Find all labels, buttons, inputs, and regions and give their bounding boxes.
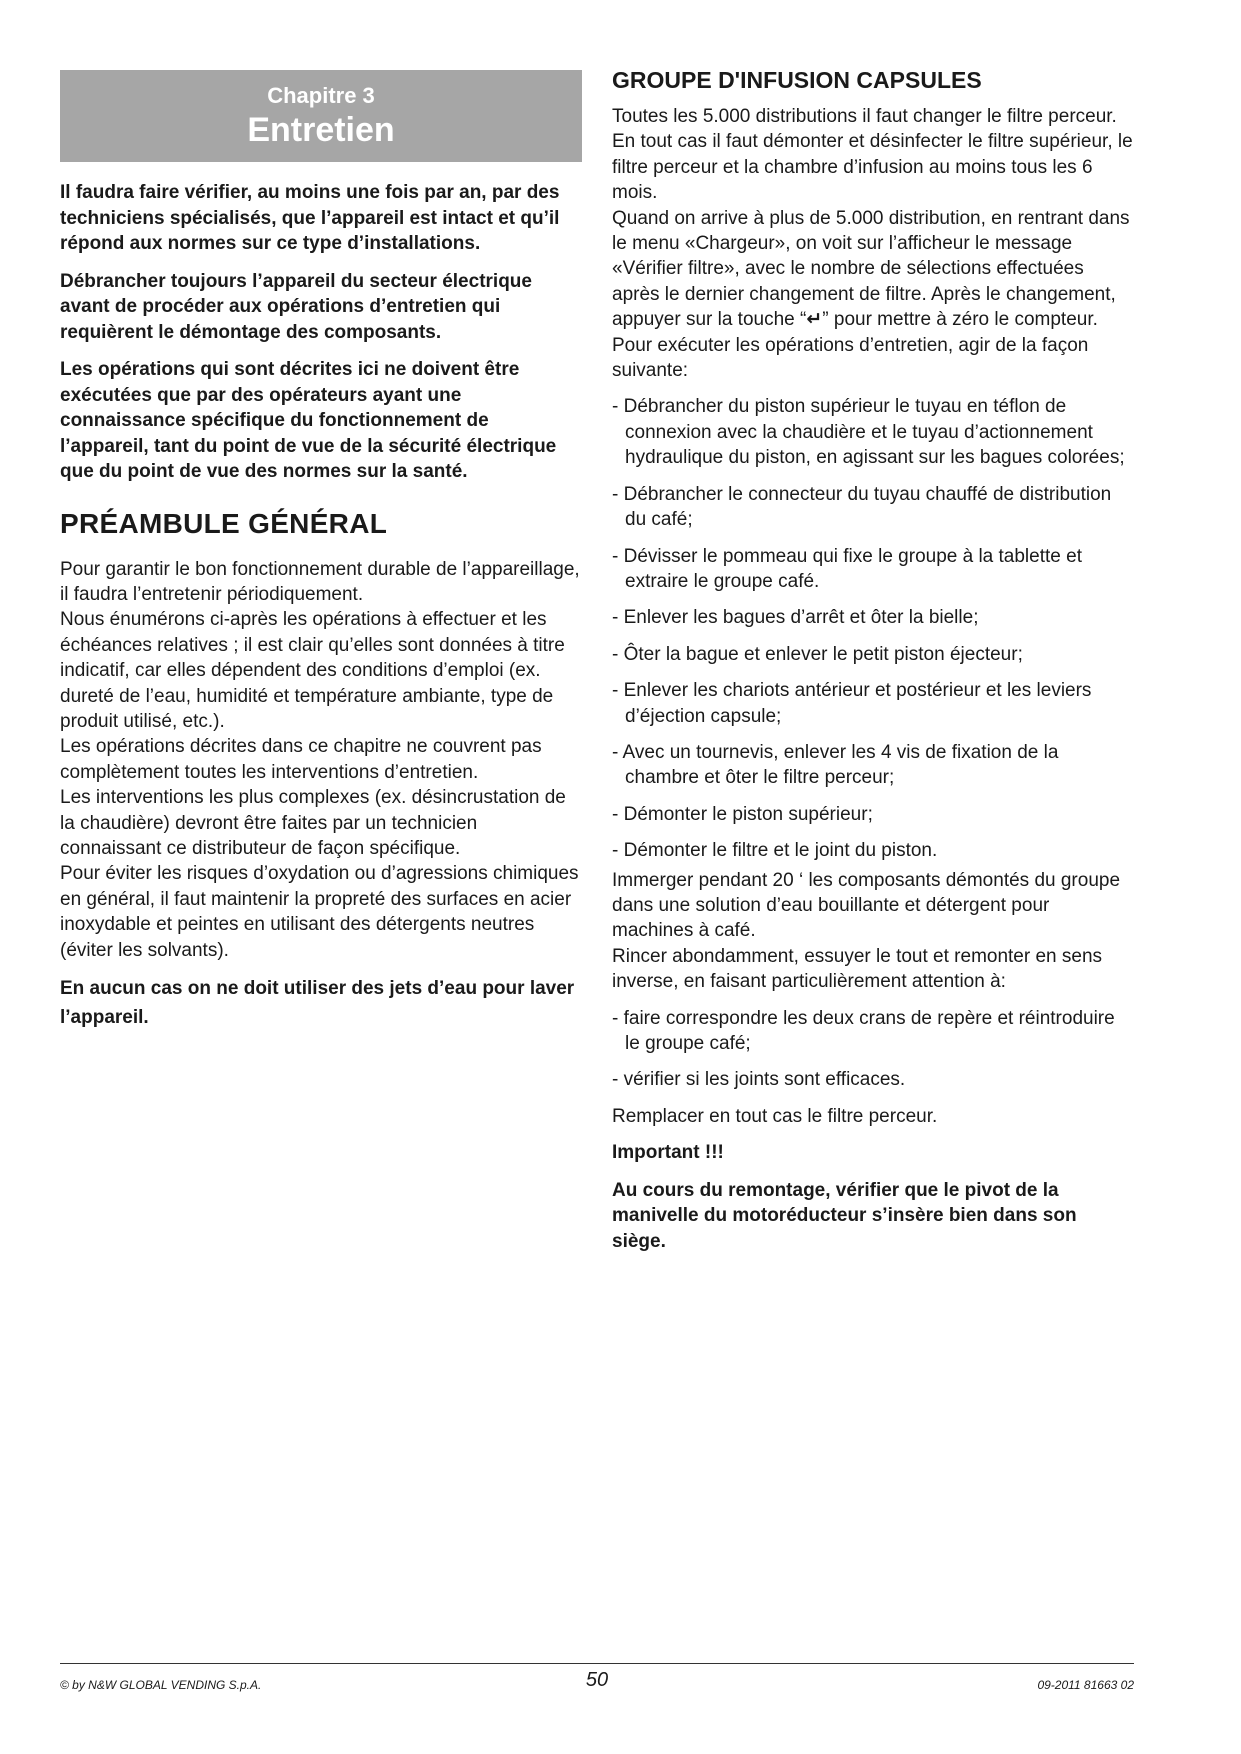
right-column [612, 67, 1134, 1266]
enter-key-icon: ↵ [806, 309, 823, 331]
groupe-paragraph: Remplacer en tout cas le filtre perceur. [612, 1105, 938, 1127]
footer-copyright: © by N&W GLOBAL VENDING S.p.A. [60, 1678, 262, 1692]
page-footer [60, 1663, 1134, 1694]
list-item: - Enlever les chariots antérieur et postérieur et les leviers d’éjection capsule; [612, 680, 1092, 727]
intro-paragraph: Les opérations qui sont décrites ici ne doivent être exécutées que par des opérateurs ayant une connaissance spécifique du fonctionnement de l’appareil, tant du point de vue de la sécurité électrique que du point de vue des normes sur la santé. [60, 359, 557, 482]
list-item: - Dévisser le pommeau qui fixe le groupe à la tablette et extraire le groupe café. [612, 545, 1082, 592]
groupe-paragraph: Rincer abondamment, essuyer le tout et remonter en sens inverse, en faisant particulièrement attention à: [612, 945, 1103, 993]
groupe-paragraph: Pour exécuter les opérations d’entretien, agir de la façon suivante: [612, 334, 1089, 382]
important-label: Important !!! [612, 1142, 724, 1164]
chapter-title: Entretien [247, 111, 395, 149]
list-item: - faire correspondre les deux crans de repère et réintroduire le groupe café; [612, 1007, 1115, 1054]
text-segment: ” pour mettre à zéro le compteur. [822, 309, 1098, 331]
text-segment: Quand on arrive à plus de 5.000 distribution, en rentrant dans le menu «Chargeur», on voit sur l’afficheur le message «Vérifier filtre», avec le nombre de sélections effectuées après le dernier changement de filtre. Après le changement, appuyer sur la touche “ [612, 207, 1130, 331]
chapter-header [60, 70, 582, 162]
steps-list [612, 394, 1134, 863]
groupe-title: GROUPE D'INFUSION CAPSULES [612, 67, 982, 93]
intro-paragraph: Débrancher toujours l’appareil du secteur électrique avant de procéder aux opérations d’entretien qui requièrent le démontage des composants. [60, 270, 532, 343]
chapter-number: Chapitre 3 [267, 83, 375, 108]
groupe-paragraph: En tout cas il faut démonter et désinfecter le filtre supérieur, le filtre perceur et la chambre d’infusion au moins tous les 6 mois. [612, 131, 1133, 204]
list-item: - Ôter la bague et enlever le petit piston éjecteur; [612, 643, 1023, 665]
footer-code: 09-2011 81663 02 [1037, 1678, 1134, 1692]
preambule-title: PRÉAMBULE GÉNÉRAL [60, 507, 388, 539]
preambule-paragraph: Les interventions les plus complexes (ex. désincrustation de la chaudière) devront être faites par un technicien connaissant ce distributeur de façon spécifique. [60, 787, 566, 859]
list-item: - vérifier si les joints sont efficaces. [612, 1069, 906, 1091]
intro-paragraph: Il faudra faire vérifier, au moins une fois par an, par des techniciens spécialisés, que l’appareil est intact et qu’il répond aux normes sur ce type d’installations. [60, 182, 560, 254]
list-item: - Démonter le filtre et le joint du piston. [612, 840, 938, 862]
groupe-paragraph-key [612, 206, 1134, 333]
page-number: 50 [585, 1669, 609, 1691]
preambule-warning: En aucun cas on ne doit utiliser des jets d’eau pour laver l’appareil. [60, 978, 575, 1028]
left-column [60, 70, 582, 1044]
list-item: - Avec un tournevis, enlever les 4 vis de fixation de la chambre et ôter le filtre perceur; [612, 741, 1059, 789]
groupe-paragraph: Immerger pendant 20 ‘ les composants démontés du groupe dans une solution d’eau bouillante et détergent pour machines à café. [612, 869, 1121, 942]
list-item: - Débrancher du piston supérieur le tuyau en téflon de connexion avec la chaudière et le tuyau d’actionnement hydraulique du piston, en agissant sur les bagues colorées; [612, 396, 1125, 469]
groupe-paragraph: Toutes les 5.000 distributions il faut changer le filtre perceur. [612, 106, 1117, 127]
preambule-paragraph: Nous énumérons ci-après les opérations à effectuer et les échéances relatives ; il est clair qu’elles sont données à titre indicatif, car elles dépendent des conditions d’emploi (ex. dureté de l’eau, humidité et température ambiante, type de produit utilisé, etc.). [60, 609, 565, 732]
list-item: - Débrancher le connecteur du tuyau chauffé de distribution du café; [612, 483, 1112, 531]
preambule-paragraph: Pour éviter les risques d’oxydation ou d’agressions chimiques en général, il faut maintenir la propreté des surfaces en acier inoxydable et peintes en utilisant des détergents neutres (éviter les solvants). [60, 863, 579, 961]
list-item: - Démonter le piston supérieur; [612, 803, 873, 825]
steps-list-2 [612, 1006, 1134, 1093]
preambule-paragraph: Pour garantir le bon fonctionnement durable de l’appareillage, il faudra l’entretenir périodiquement. [60, 558, 580, 605]
important-text: Au cours du remontage, vérifier que le pivot de la manivelle du motoréducteur s’insère bien dans son siège. [612, 1179, 1077, 1252]
list-item: - Enlever les bagues d’arrêt et ôter la bielle; [612, 607, 979, 629]
preambule-paragraph: Les opérations décrites dans ce chapitre ne couvrent pas complètement toutes les interventions d’entretien. [60, 736, 542, 783]
